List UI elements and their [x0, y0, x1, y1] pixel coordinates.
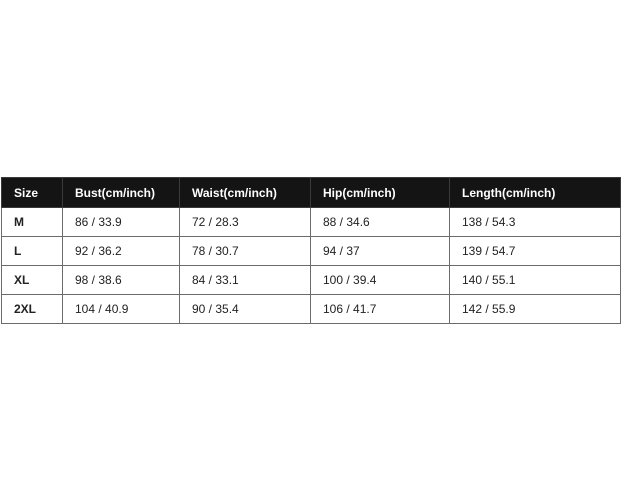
- hip-cell: 94 / 37: [311, 237, 450, 266]
- table-row: [2, 237, 621, 266]
- table-row: [2, 295, 621, 324]
- hip-cell: 106 / 41.7: [311, 295, 450, 324]
- header-size: Size: [2, 178, 63, 208]
- bust-cell: 86 / 33.9: [63, 208, 180, 237]
- size-chart-body: [2, 208, 621, 324]
- length-cell: 140 / 55.1: [450, 266, 621, 295]
- size-cell: XL: [2, 266, 63, 295]
- waist-cell: 78 / 30.7: [180, 237, 311, 266]
- length-cell: 138 / 54.3: [450, 208, 621, 237]
- waist-cell: 84 / 33.1: [180, 266, 311, 295]
- waist-cell: 90 / 35.4: [180, 295, 311, 324]
- size-cell: 2XL: [2, 295, 63, 324]
- size-chart-table: [1, 177, 621, 324]
- length-cell: 139 / 54.7: [450, 237, 621, 266]
- bust-cell: 92 / 36.2: [63, 237, 180, 266]
- hip-cell: 88 / 34.6: [311, 208, 450, 237]
- size-cell: L: [2, 237, 63, 266]
- length-cell: 142 / 55.9: [450, 295, 621, 324]
- table-row: [2, 208, 621, 237]
- size-chart-header: [2, 178, 621, 208]
- header-waist: Waist(cm/inch): [180, 178, 311, 208]
- header-bust: Bust(cm/inch): [63, 178, 180, 208]
- header-row: [2, 178, 621, 208]
- bust-cell: 98 / 38.6: [63, 266, 180, 295]
- size-cell: M: [2, 208, 63, 237]
- bust-cell: 104 / 40.9: [63, 295, 180, 324]
- waist-cell: 72 / 28.3: [180, 208, 311, 237]
- header-hip: Hip(cm/inch): [311, 178, 450, 208]
- header-length: Length(cm/inch): [450, 178, 621, 208]
- table-row: [2, 266, 621, 295]
- hip-cell: 100 / 39.4: [311, 266, 450, 295]
